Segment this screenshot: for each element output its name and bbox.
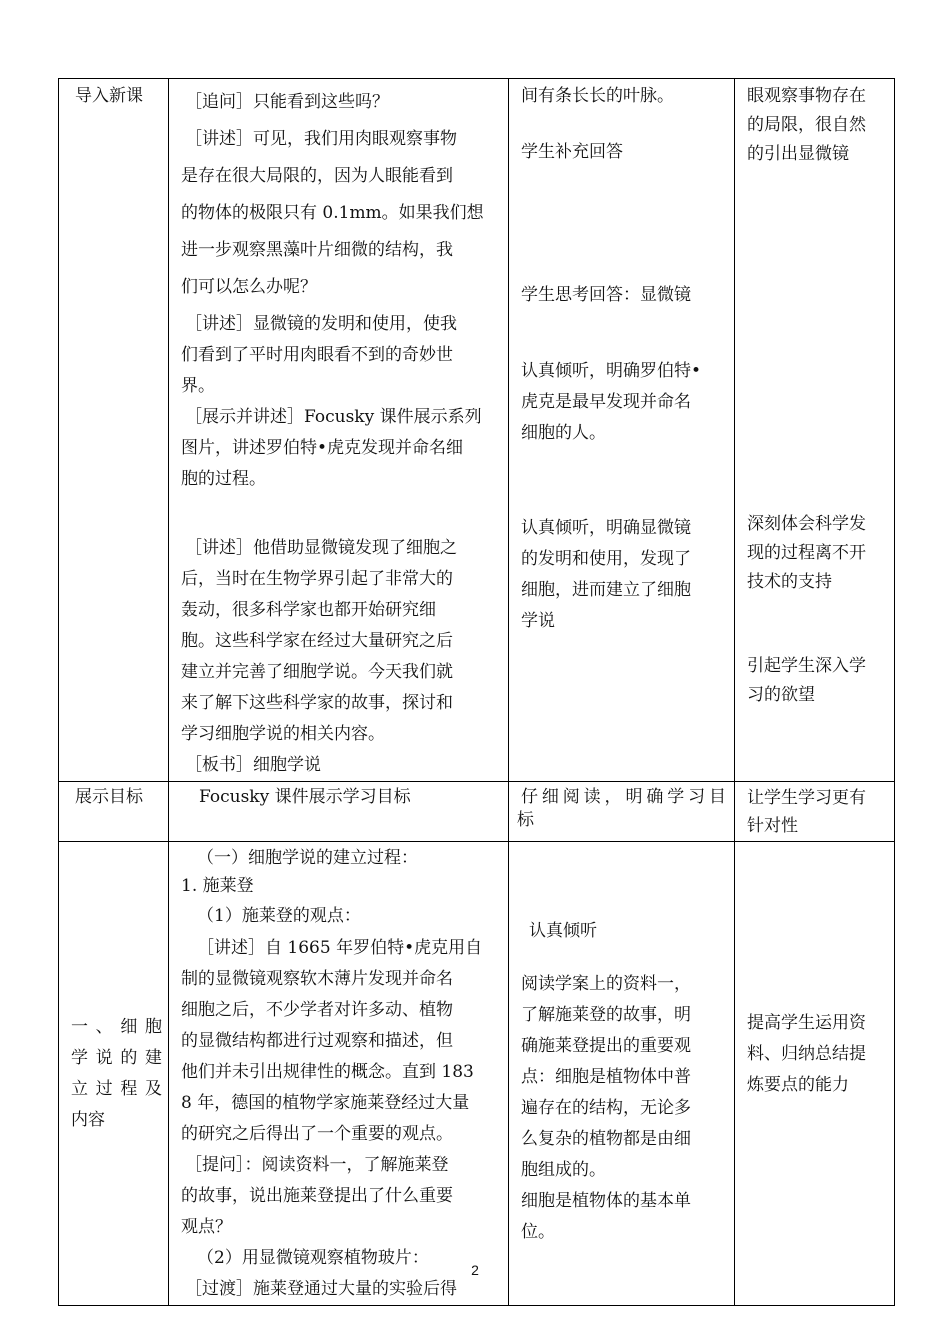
text-line: ［提问］：阅读资料一，了解施莱登 — [185, 1155, 449, 1175]
teacher-activity-cell — [169, 782, 509, 842]
teacher-activity-cell — [169, 842, 509, 1306]
text-line: 眼观察事物存在 — [747, 86, 866, 106]
text-line: 的显微结构都进行过观察和描述，但 — [181, 1031, 453, 1051]
page-number: 2 — [471, 1262, 479, 1278]
lesson-plan-table — [58, 78, 895, 1306]
text-line: 阅读学案上的资料一， — [521, 974, 691, 994]
text-line: 8 年，德国的植物学家施莱登经过大量 — [181, 1093, 470, 1113]
text-line: 让学生学习更有 — [747, 788, 866, 808]
table-row-intro — [59, 79, 895, 782]
text-line: 认真倾听，明确罗伯特• — [521, 361, 702, 381]
section-label: 导入新课 — [75, 86, 143, 106]
text-line: 引起学生深入学 — [747, 656, 866, 676]
text-line: 料、归纳总结提 — [747, 1044, 866, 1064]
text-line: 了解施莱登的故事，明 — [521, 1005, 691, 1025]
text-line: ［展示并讲述］Focusky 课件展示系列 — [185, 407, 482, 427]
text-line: 习的欲望 — [747, 685, 815, 705]
text-line: （2）用显微镜观察植物玻片： — [197, 1248, 429, 1268]
text-line: 仔细阅读，明确学习目 — [521, 787, 726, 807]
text-line: 认真倾听 — [529, 921, 597, 941]
design-intent-cell — [735, 842, 895, 1306]
text-line: 图片，讲述罗伯特•虎克发现并命名细 — [181, 438, 464, 458]
text-line: 遍存在的结构，无论多 — [521, 1098, 691, 1118]
text-line: Focusky 课件展示学习目标 — [199, 787, 411, 807]
table-row-objectives — [59, 782, 895, 842]
text-line: 胞组成的。 — [521, 1160, 606, 1180]
text-line: 细胞是植物体的基本单 — [521, 1191, 691, 1211]
text-line: 学习细胞学说的相关内容。 — [181, 724, 385, 744]
text-line: 认真倾听，明确显微镜 — [521, 518, 691, 538]
text-line: 位。 — [521, 1222, 555, 1242]
text-line: ［板书］细胞学说 — [185, 755, 321, 775]
text-line: 们看到了平时用肉眼看不到的奇妙世 — [181, 345, 453, 365]
text-line: 确施莱登提出的重要观 — [521, 1036, 691, 1056]
text-line: 1. 施莱登 — [181, 876, 254, 896]
text-line: 后，当时在生物学界引起了非常大的 — [181, 569, 453, 589]
section-cell — [59, 782, 169, 842]
section-label-line: 学说的建 — [71, 1047, 162, 1068]
student-activity-cell — [509, 782, 735, 842]
text-line: 技术的支持 — [747, 572, 832, 592]
text-line: 们可以怎么办呢？ — [181, 277, 317, 297]
text-line: ［讲述］显微镜的发明和使用，使我 — [185, 314, 457, 334]
text-line: 细胞的人。 — [521, 423, 606, 443]
text-line: 学说 — [521, 611, 555, 631]
student-activity-cell — [509, 842, 735, 1306]
text-line: 标 — [517, 810, 534, 830]
text-line: 么复杂的植物都是由细 — [521, 1129, 691, 1149]
text-line: ［追问］只能看到这些吗？ — [185, 92, 389, 112]
text-line: 的研究之后得出了一个重要的观点。 — [181, 1124, 453, 1144]
section-label-line: 一、细胞 — [71, 1016, 162, 1037]
text-line: 他们并未引出规律性的概念。直到 183 — [181, 1062, 474, 1082]
text-line: 轰动，很多科学家也都开始研究细 — [181, 600, 436, 620]
text-line: ［讲述］可见，我们用肉眼观察事物 — [185, 129, 457, 149]
section-label-line: 立过程及 — [71, 1078, 162, 1099]
text-line: 细胞之后，不少学者对许多动、植物 — [181, 1000, 453, 1020]
design-intent-cell — [735, 782, 895, 842]
text-line: 间有条长长的叶脉。 — [521, 86, 674, 106]
text-line: 来了解下这些科学家的故事，探讨和 — [181, 693, 453, 713]
text-line: （1）施莱登的观点： — [197, 906, 361, 926]
text-line: 胞。这些科学家在经过大量研究之后 — [181, 631, 453, 651]
text-line: （一）细胞学说的建立过程： — [197, 848, 418, 868]
text-line: 界。 — [181, 376, 215, 396]
text-line: 的局限，很自然 — [747, 115, 866, 135]
section-label: 展示目标 — [75, 787, 143, 807]
table-row-section-one — [59, 842, 895, 1306]
text-line: ［讲述］他借助显微镜发现了细胞之 — [185, 538, 457, 558]
text-line: 的引出显微镜 — [747, 144, 849, 164]
section-cell — [59, 79, 169, 782]
text-line: 进一步观察黑藻叶片细微的结构，我 — [181, 240, 453, 260]
text-line: 提高学生运用资 — [747, 1013, 866, 1033]
text-line: 虎克是最早发现并命名 — [521, 392, 691, 412]
section-cell — [59, 842, 169, 1306]
section-label-line: 内容 — [71, 1109, 105, 1130]
text-line: 细胞，进而建立了细胞 — [521, 580, 691, 600]
text-line: 深刻体会科学发 — [747, 514, 866, 534]
student-activity-cell — [509, 79, 735, 782]
text-line: 点：细胞是植物体中普 — [521, 1067, 691, 1087]
text-line: 学生思考回答：显微镜 — [521, 285, 691, 305]
text-line: 针对性 — [747, 816, 798, 836]
teacher-activity-cell — [169, 79, 509, 782]
text-line: 胞的过程。 — [181, 469, 266, 489]
text-line: 制的显微镜观察软木薄片发现并命名 — [181, 969, 453, 989]
design-intent-cell — [735, 79, 895, 782]
text-line: 炼要点的能力 — [747, 1075, 849, 1095]
text-line: 的物体的极限只有 0.1mm。如果我们想 — [181, 203, 484, 223]
text-line: ［讲述］自 1665 年罗伯特•虎克用自 — [197, 938, 483, 958]
text-line: ［过渡］施莱登通过大量的实验后得 — [185, 1279, 457, 1299]
text-line: 现的过程离不开 — [747, 543, 866, 563]
text-line: 是存在很大局限的，因为人眼能看到 — [181, 166, 453, 186]
text-line: 的发明和使用，发现了 — [521, 549, 691, 569]
text-line: 的故事，说出施莱登提出了什么重要 — [181, 1186, 453, 1206]
text-line: 建立并完善了细胞学说。今天我们就 — [181, 662, 453, 682]
text-line: 学生补充回答 — [521, 142, 623, 162]
text-line: 观点？ — [181, 1217, 232, 1237]
